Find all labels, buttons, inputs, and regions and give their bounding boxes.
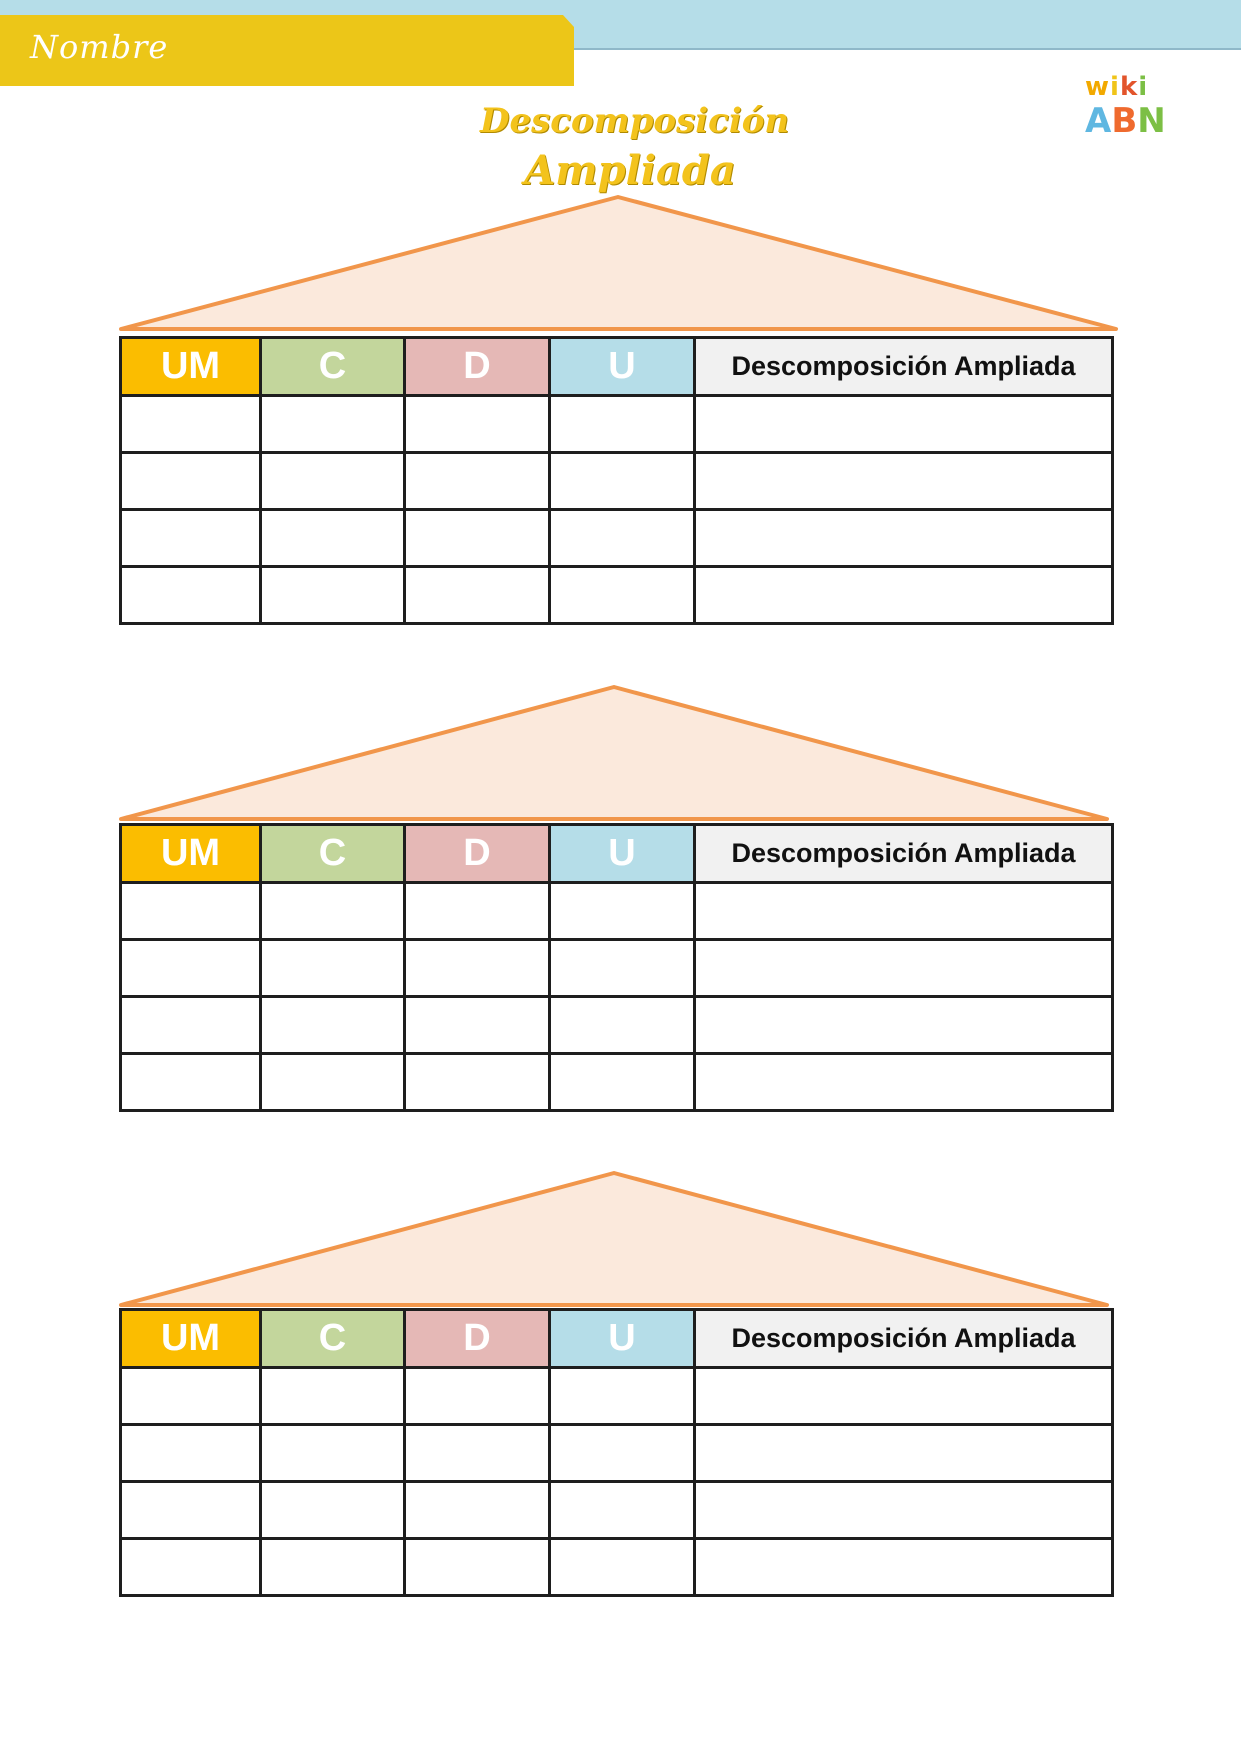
decomposition-cell[interactable] [695, 883, 1113, 940]
digit-cell[interactable] [405, 1539, 550, 1596]
digit-cell[interactable] [121, 510, 261, 567]
header-d: D [405, 338, 550, 396]
header-descomposicion: Descomposición Ampliada [695, 1310, 1113, 1368]
table-row [121, 567, 1113, 624]
digit-cell[interactable] [261, 567, 405, 624]
header-row [121, 1310, 1113, 1368]
decomposition-cell[interactable] [695, 453, 1113, 510]
table-row [121, 1539, 1113, 1596]
digit-cell[interactable] [261, 1368, 405, 1425]
header-c: C [261, 825, 405, 883]
header-descomposicion: Descomposición Ampliada [695, 825, 1113, 883]
header-c: C [261, 338, 405, 396]
header-u: U [550, 825, 695, 883]
digit-cell[interactable] [261, 940, 405, 997]
digit-cell[interactable] [405, 940, 550, 997]
digit-cell[interactable] [405, 567, 550, 624]
roof-triangle [0, 685, 1241, 825]
logo-letter: w [1085, 72, 1111, 102]
title-line-2: Ampliada [524, 147, 736, 194]
header-u: U [550, 1310, 695, 1368]
digit-cell[interactable] [550, 453, 695, 510]
table-row [121, 1425, 1113, 1482]
logo-letter: A [1085, 101, 1112, 141]
place-value-table [119, 336, 1114, 625]
header-row [121, 338, 1113, 396]
header-d: D [405, 825, 550, 883]
digit-cell[interactable] [261, 1054, 405, 1111]
digit-cell[interactable] [405, 510, 550, 567]
digit-cell[interactable] [405, 1054, 550, 1111]
digit-cell[interactable] [121, 396, 261, 453]
decomposition-cell[interactable] [695, 1482, 1113, 1539]
digit-cell[interactable] [405, 997, 550, 1054]
digit-cell[interactable] [405, 396, 550, 453]
digit-cell[interactable] [550, 1482, 695, 1539]
digit-cell[interactable] [121, 567, 261, 624]
header-row [121, 825, 1113, 883]
digit-cell[interactable] [550, 1425, 695, 1482]
decomposition-cell[interactable] [695, 1368, 1113, 1425]
header-um: UM [121, 825, 261, 883]
decomposition-cell[interactable] [695, 1425, 1113, 1482]
decomposition-cell[interactable] [695, 1539, 1113, 1596]
digit-cell[interactable] [550, 1539, 695, 1596]
digit-cell[interactable] [261, 997, 405, 1054]
digit-cell[interactable] [405, 1425, 550, 1482]
name-label: Nombre [30, 28, 169, 66]
place-value-table [119, 823, 1114, 1112]
digit-cell[interactable] [121, 997, 261, 1054]
digit-cell[interactable] [121, 940, 261, 997]
digit-cell[interactable] [261, 1482, 405, 1539]
digit-cell[interactable] [550, 396, 695, 453]
place-value-table [119, 1308, 1114, 1597]
digit-cell[interactable] [550, 510, 695, 567]
header-um: UM [121, 338, 261, 396]
digit-cell[interactable] [121, 453, 261, 510]
digit-cell[interactable] [261, 510, 405, 567]
page-title [480, 96, 790, 196]
title-line-1: Descomposición [480, 101, 790, 141]
digit-cell[interactable] [550, 883, 695, 940]
roof-triangle [0, 195, 1241, 335]
decomposition-cell[interactable] [695, 396, 1113, 453]
digit-cell[interactable] [550, 997, 695, 1054]
digit-cell[interactable] [261, 1425, 405, 1482]
table-row [121, 396, 1113, 453]
decomposition-cell[interactable] [695, 510, 1113, 567]
header-u: U [550, 338, 695, 396]
digit-cell[interactable] [550, 1054, 695, 1111]
table-row [121, 883, 1113, 940]
logo-letter: i [1138, 72, 1149, 102]
digit-cell[interactable] [121, 1425, 261, 1482]
header-c: C [261, 1310, 405, 1368]
logo-letter: k [1119, 72, 1139, 102]
digit-cell[interactable] [261, 453, 405, 510]
digit-cell[interactable] [121, 1539, 261, 1596]
header-d: D [405, 1310, 550, 1368]
table-row [121, 1482, 1113, 1539]
table-row [121, 453, 1113, 510]
digit-cell[interactable] [121, 1482, 261, 1539]
table-row [121, 940, 1113, 997]
digit-cell[interactable] [550, 567, 695, 624]
decomposition-cell[interactable] [695, 997, 1113, 1054]
logo-letter: B [1111, 101, 1138, 141]
digit-cell[interactable] [550, 1368, 695, 1425]
digit-cell[interactable] [405, 1368, 550, 1425]
digit-cell[interactable] [121, 1054, 261, 1111]
header-descomposicion: Descomposición Ampliada [695, 338, 1113, 396]
header-um: UM [121, 1310, 261, 1368]
table-row [121, 1368, 1113, 1425]
wiki-abn-logo [1085, 70, 1166, 141]
digit-cell[interactable] [261, 1539, 405, 1596]
logo-letter: i [1110, 72, 1120, 102]
decomposition-cell[interactable] [695, 567, 1113, 624]
logo-letter: N [1137, 101, 1166, 141]
table-row [121, 510, 1113, 567]
digit-cell[interactable] [405, 453, 550, 510]
digit-cell[interactable] [405, 1482, 550, 1539]
decomposition-cell[interactable] [695, 1054, 1113, 1111]
digit-cell[interactable] [405, 883, 550, 940]
logo-abn-text [1085, 101, 1166, 141]
decomposition-cell[interactable] [695, 940, 1113, 997]
digit-cell[interactable] [121, 1368, 261, 1425]
roof-triangle [0, 1171, 1241, 1311]
digit-cell[interactable] [261, 883, 405, 940]
digit-cell[interactable] [121, 883, 261, 940]
digit-cell[interactable] [261, 396, 405, 453]
digit-cell[interactable] [550, 940, 695, 997]
logo-wiki-text [1085, 70, 1155, 104]
table-row [121, 997, 1113, 1054]
table-row [121, 1054, 1113, 1111]
